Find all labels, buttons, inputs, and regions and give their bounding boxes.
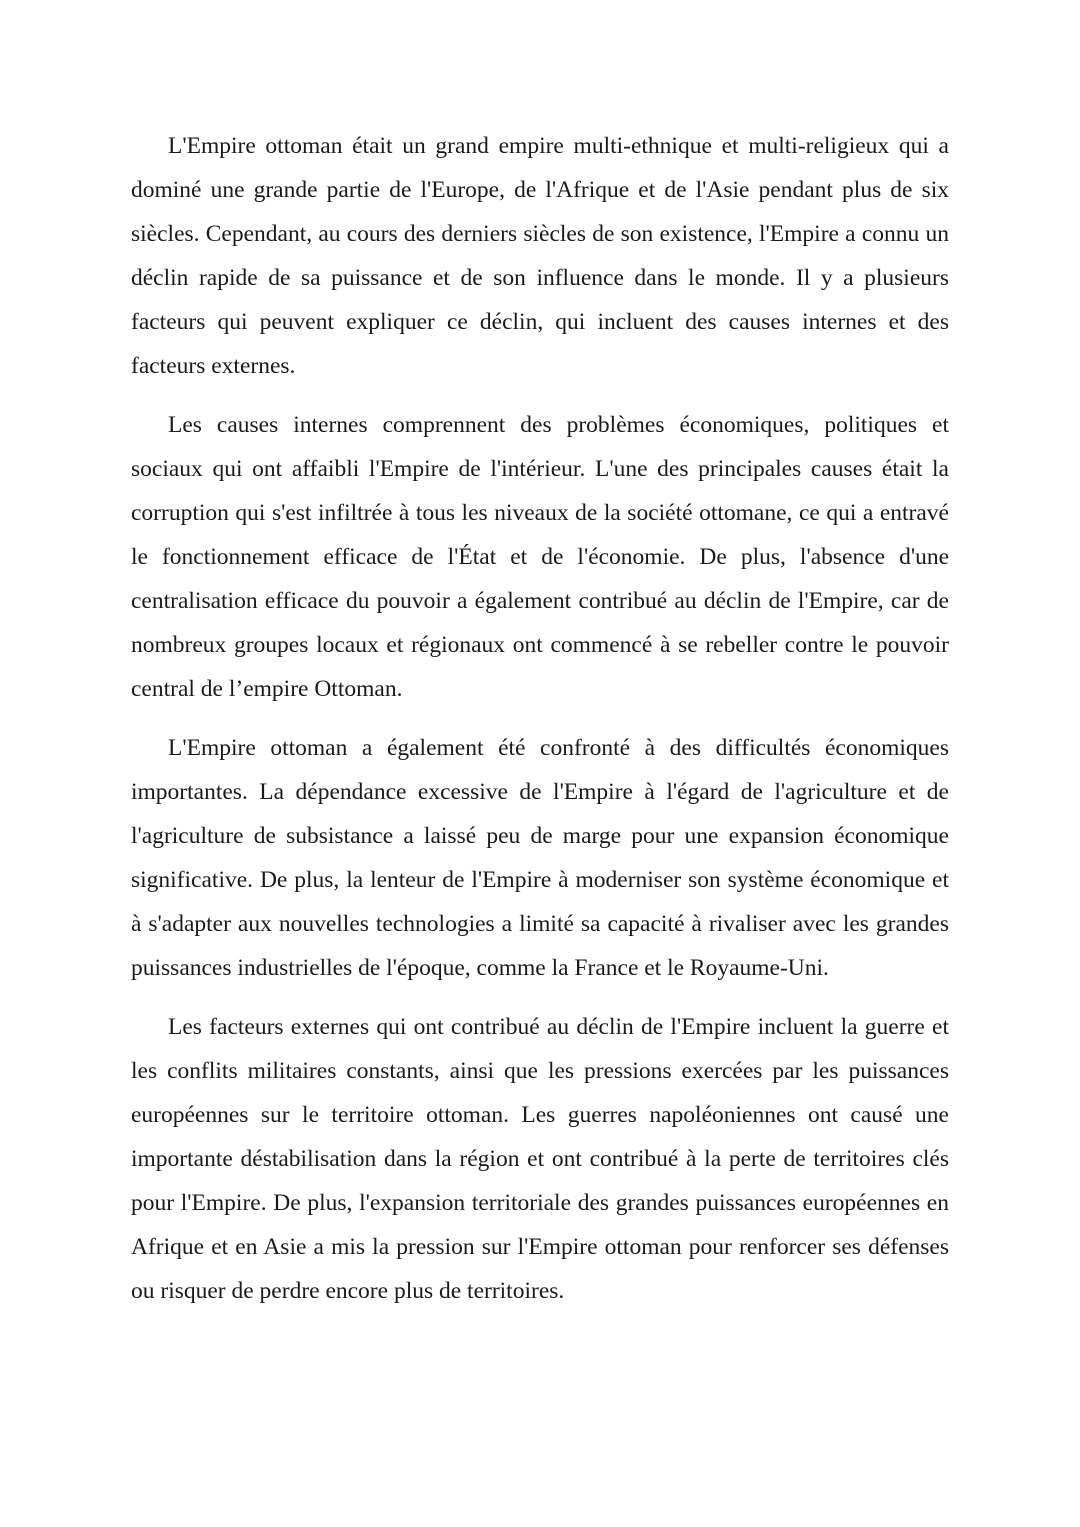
paragraph-intro: L'Empire ottoman était un grand empire multi-ethnique et multi-religieux qui a dominé une grande partie de l'Europe, de l'Afrique et de l'Asie pendant plus de six siècles. Cependant, au cours des derniers siècles de son existence, l'Empire a connu un déclin rapide de sa puissance et de son influence dans le monde. Il y a plusieurs facteurs qui peuvent expliquer ce déclin, qui incluent des causes internes et des facteurs externes. [131, 133, 949, 379]
paragraph-internal-causes: Les causes internes comprennent des problèmes économiques, politiques et sociaux qui ont affaibli l'Empire de l'intérieur. L'une des principales causes était la corruption qui s'est infiltrée à tous les niveaux de la société ottomane, ce qui a entravé le fonctionnement efficace de l'État et de l'économie. De plus, l'absence d'une centralisation efficace du pouvoir a également contribué au déclin de l'Empire, car de nombreux groupes locaux et régionaux ont commencé à se rebeller contre le pouvoir central de l’empire Ottoman. [131, 412, 949, 702]
document-page [131, 124, 949, 1328]
paragraph-external-factors: Les facteurs externes qui ont contribué au déclin de l'Empire incluent la guerre et les conflits militaires constants, ainsi que les pressions exercées par les puissances européennes sur le territoire ottoman. Les guerres napoléoniennes ont causé une importante déstabilisation dans la région et ont contribué à la perte de territoires clés pour l'Empire. De plus, l'expansion territoriale des grandes puissances européennes en Afrique et en Asie a mis la pression sur l'Empire ottoman pour renforcer ses défenses ou risquer de perdre encore plus de territoires. [131, 1014, 949, 1304]
paragraph-economic-difficulties: L'Empire ottoman a également été confronté à des difficultés économiques importantes. La dépendance excessive de l'Empire à l'égard de l'agriculture et de l'agriculture de subsistance a laissé peu de marge pour une expansion économique significative. De plus, la lenteur de l'Empire à moderniser son système économique et à s'adapter aux nouvelles technologies a limité sa capacité à rivaliser avec les grandes puissances industrielles de l'époque, comme la France et le Royaume-Uni. [131, 735, 949, 981]
